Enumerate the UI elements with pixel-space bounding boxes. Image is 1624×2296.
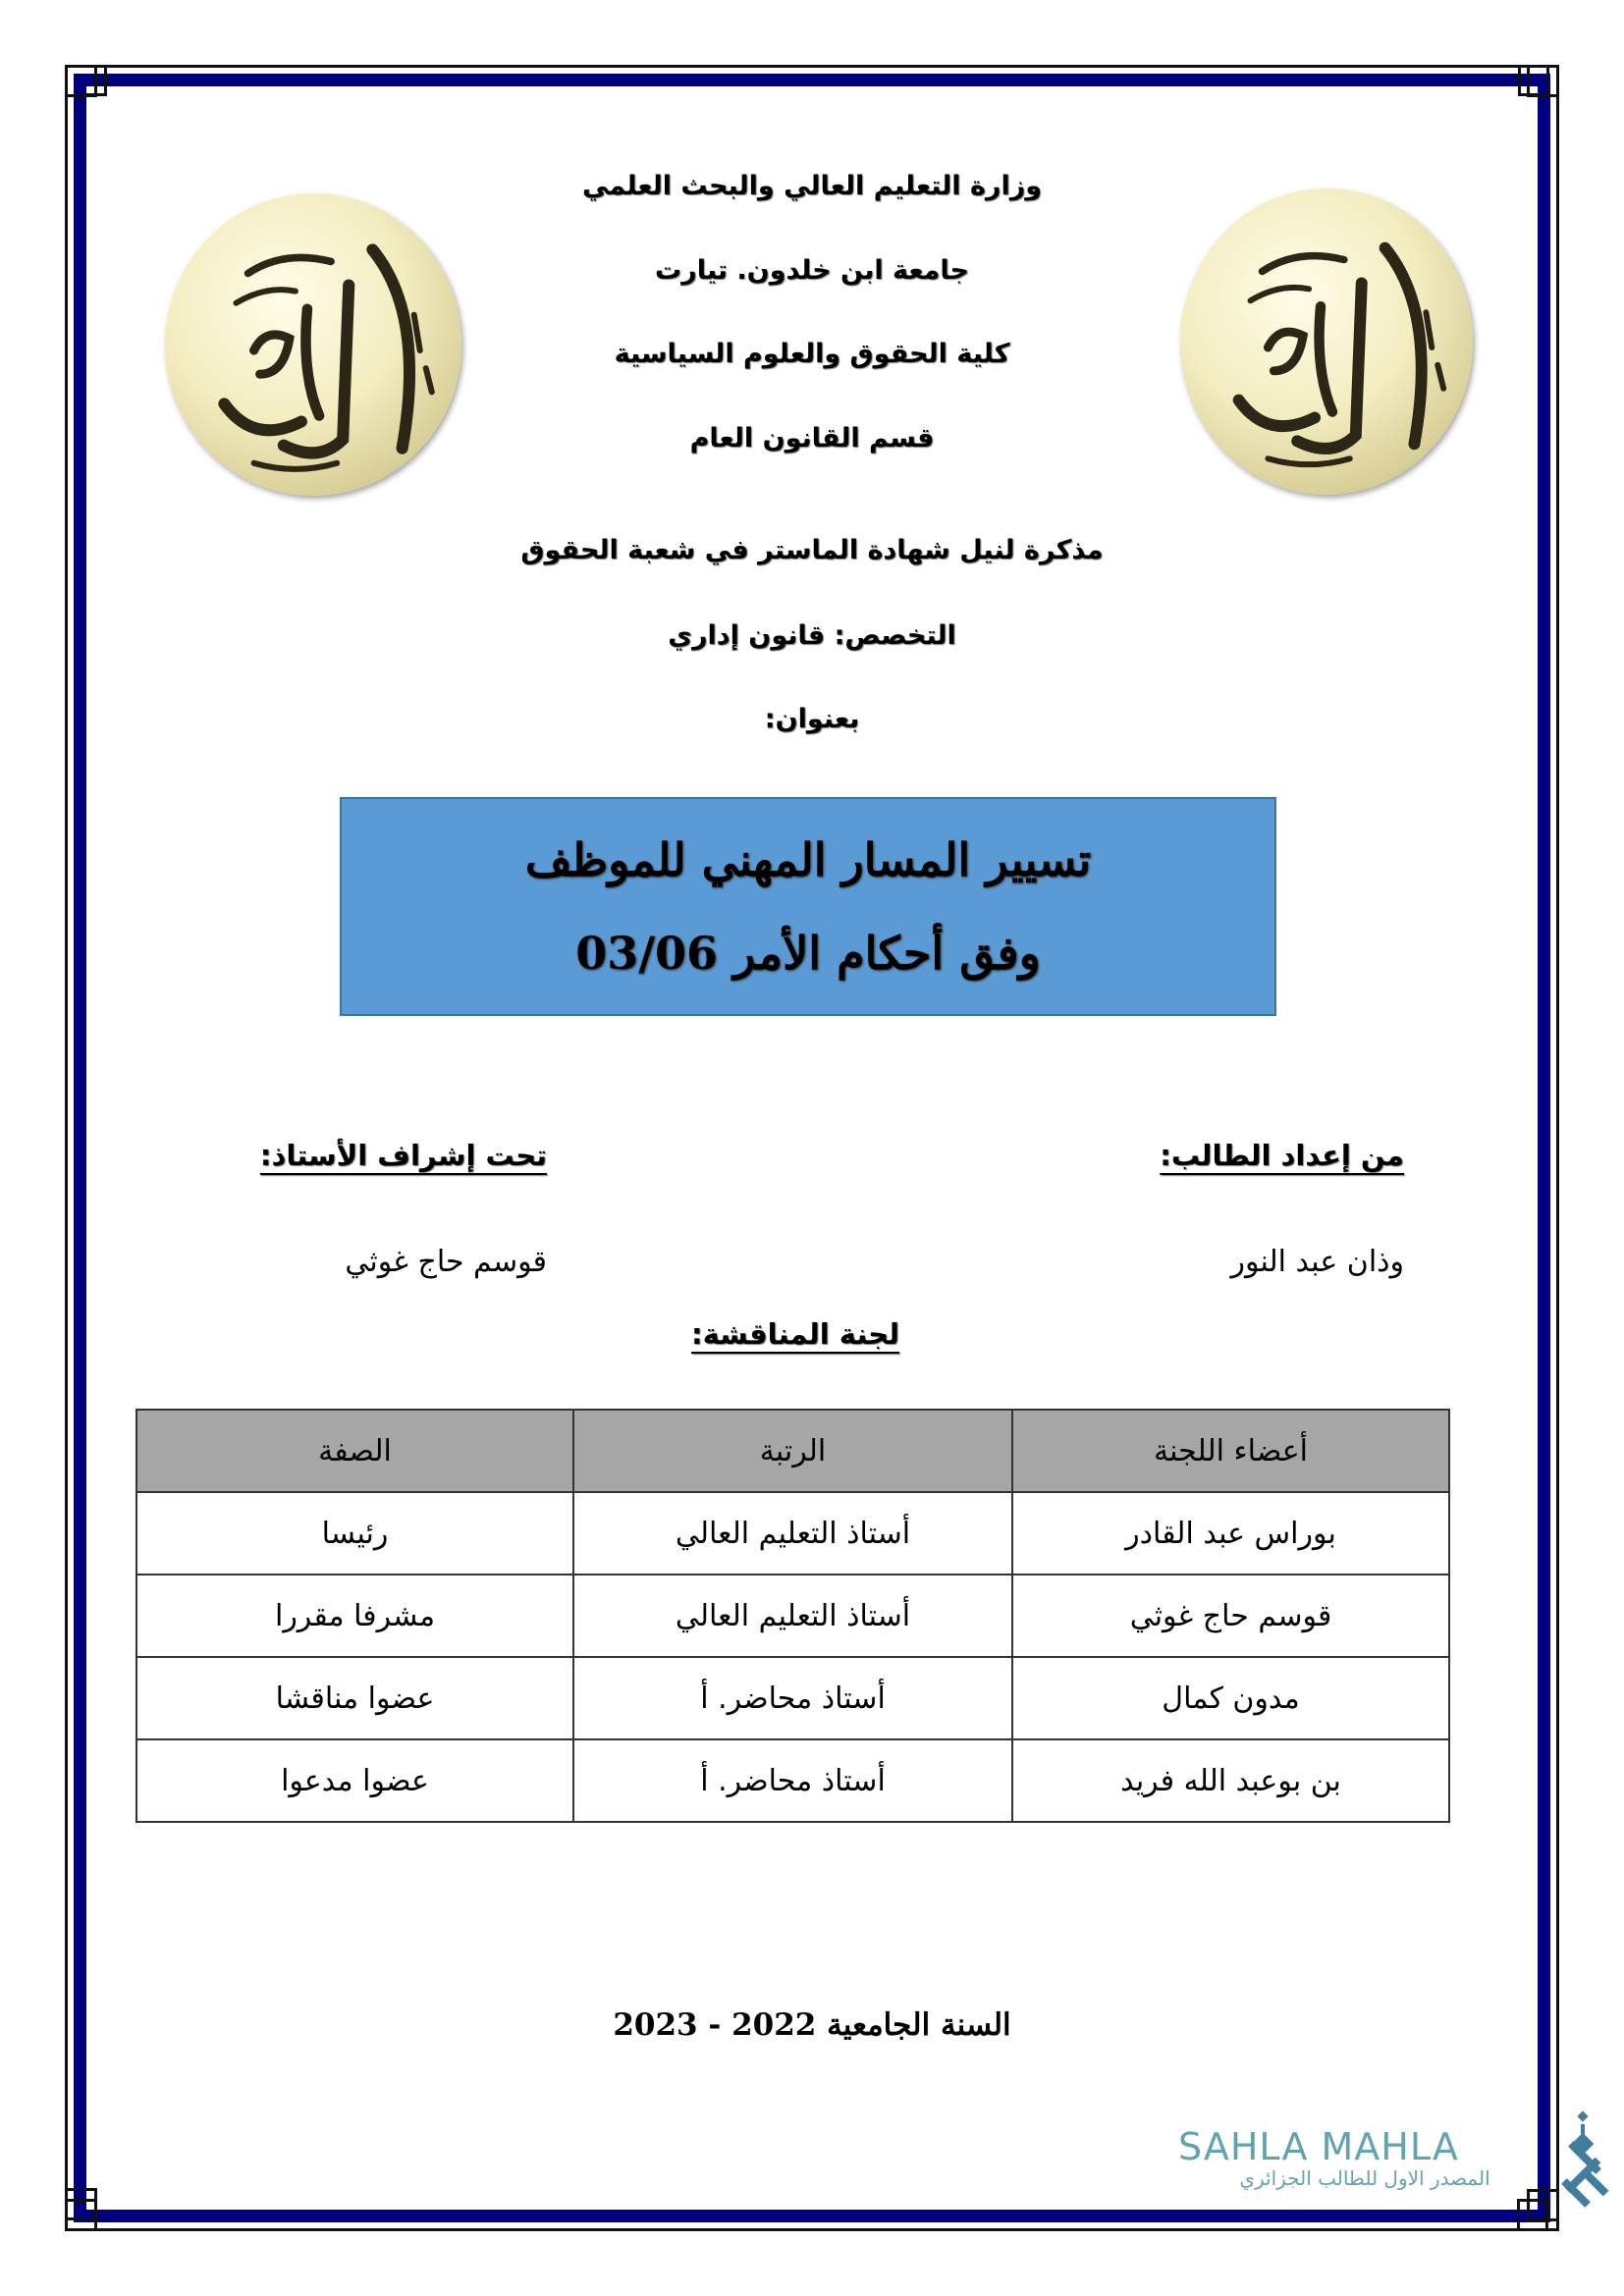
member-name: مدون كمال [1012,1657,1449,1739]
frame-corner-top-left-inner [75,65,107,96]
member-rank: أستاذ التعليم العالي [573,1492,1012,1575]
member-role: مشرفا مقررا [136,1575,573,1657]
academic-year: السنة الجامعية 2022 - 2023 [613,2007,1011,2043]
committee-label: لجنة المناقشة: [691,1317,899,1351]
member-rank: أستاذ محاضر. أ [573,1739,1012,1822]
watermark-title: SAHLA MAHLA [1178,2125,1459,2168]
thesis-title-line-1: تسيير المسار المهني للموظف [524,832,1092,886]
member-name: بوراس عبد القادر [1012,1492,1449,1575]
thesis-title-box [340,797,1276,1016]
faculty-name: كلية الحقوق والعلوم السياسية [614,339,1010,369]
column-header-rank: الرتبة [573,1410,1012,1492]
frame-corner-bottom-left-inner [65,2188,97,2220]
student-label: من إعداد الطالب: [1160,1139,1404,1172]
table-header-row [136,1410,1449,1492]
column-header-role: الصفة [136,1410,573,1492]
university-name: جامعة ابن خلدون. تيارت [655,255,969,286]
specialty-line: التخصص: قانون إداري [668,620,956,651]
member-name: قوسم حاج غوثي [1012,1575,1449,1657]
ministry-name: وزارة التعليم العالي والبحث العلمي [581,171,1043,201]
watermark-subtitle: المصدر الاول للطالب الجزائري [1239,2166,1490,2190]
watermark [1178,2125,1551,2190]
table-row [136,1739,1449,1822]
member-name: بن بوعبد الله فريد [1012,1739,1449,1822]
table-row [136,1492,1449,1575]
frame-corner-bottom-right-inner [1517,2199,1548,2231]
member-role: عضوا مدعوا [136,1739,573,1822]
title-label: بعنوان: [764,704,860,734]
table-row [136,1657,1449,1739]
supervisor-name: قوسم حاج غوثي [345,1245,547,1279]
member-role: عضوا مناقشا [136,1657,573,1739]
member-rank: أستاذ محاضر. أ [573,1657,1012,1739]
student-name: وذان عبد النور [1230,1245,1404,1279]
column-header-members: أعضاء اللجنة [1012,1410,1449,1492]
member-role: رئيسا [136,1492,573,1575]
supervisor-label: تحت إشراف الأستاذ: [259,1139,547,1172]
thesis-title-line-2: وفق أحكام الأمر 03/06 [575,926,1041,980]
watermark-emblem-icon [1551,2110,1624,2218]
degree-line: مذكرة لنيل شهادة الماستر في شعبة الحقوق [520,535,1104,565]
frame-corner-top-right-inner [1518,65,1549,96]
committee-table [135,1409,1450,1823]
department-name: قسم القانون العام [689,423,935,454]
member-rank: أستاذ التعليم العالي [573,1575,1012,1657]
table-row [136,1575,1449,1657]
